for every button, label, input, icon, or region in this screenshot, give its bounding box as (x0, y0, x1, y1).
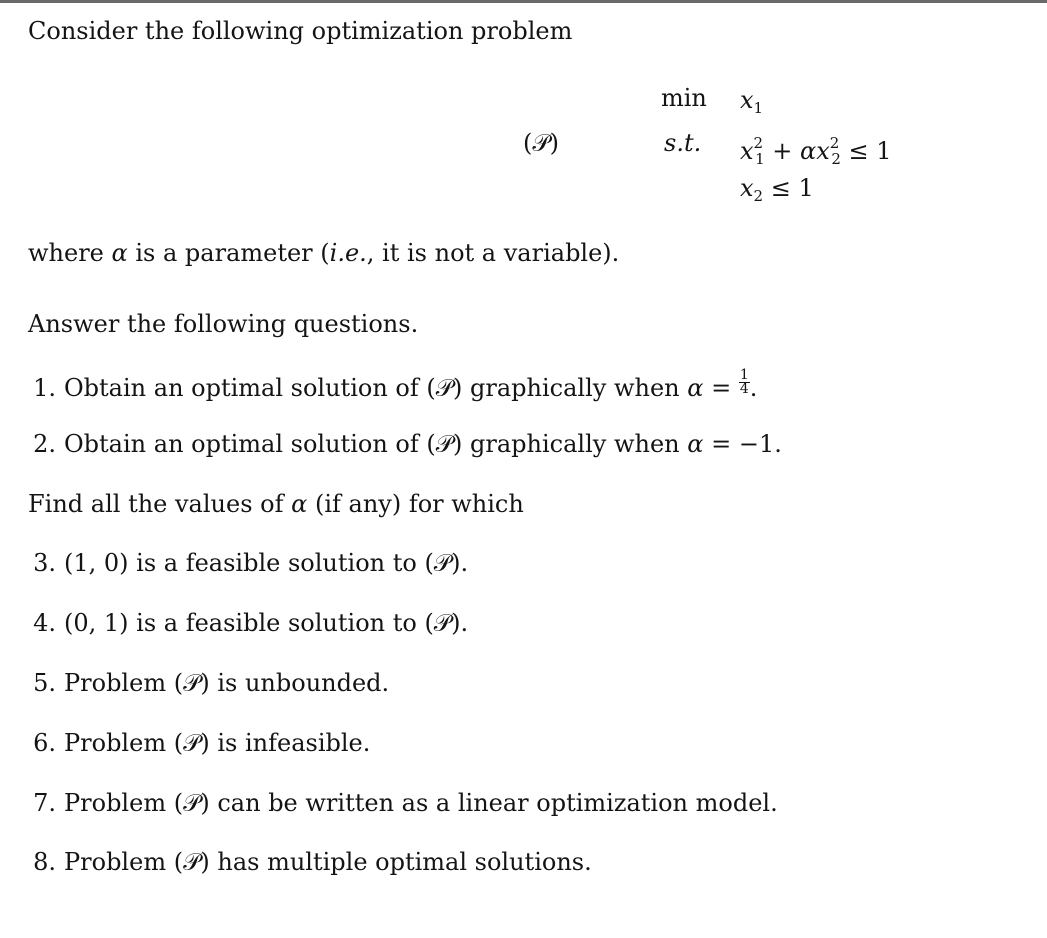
question-4: 4. (0, 1) is a feasible solution to (𝒫). (33, 609, 469, 637)
find-text: Find all the values of α (if any) for which (28, 490, 524, 518)
objective-expression: $x_1$ (740, 86, 764, 117)
question-6: 6. Problem (𝒫) is infeasible. (33, 729, 371, 757)
top-border (0, 0, 1047, 3)
constraint-2: $x_2 \le 1$ (740, 174, 814, 205)
fraction-one-quarter: $\frac{1}{4}$ (739, 367, 749, 397)
intro-text: Consider the following optimization problem (28, 17, 573, 45)
question-5: 5. Problem (𝒫) is unbounded. (33, 669, 390, 697)
where-text: where α is a parameter (i.e., it is not a variable). (28, 239, 620, 267)
question-3: 3. (1, 0) is a feasible solution to (𝒫). (33, 549, 469, 577)
answer-heading: Answer the following questions. (28, 310, 419, 338)
question-8: 8. Problem (𝒫) has multiple optimal solutions. (33, 848, 592, 876)
question-7: 7. Problem (𝒫) can be written as a linear optimization model. (33, 789, 778, 817)
constraint-1: $x^2_1 + \alpha x^2_2 \le 1$ (740, 134, 892, 168)
constraint-keyword: s.t. (664, 129, 702, 157)
question-1: 1. Obtain an optimal solution of (𝒫) graphically when α = $\frac{1}{4}$ . (33, 367, 758, 402)
question-2: 2. Obtain an optimal solution of (𝒫) graphically when α = −1. (33, 430, 782, 458)
problem-label: (𝒫) (523, 129, 560, 157)
objective-keyword: min (661, 84, 707, 112)
